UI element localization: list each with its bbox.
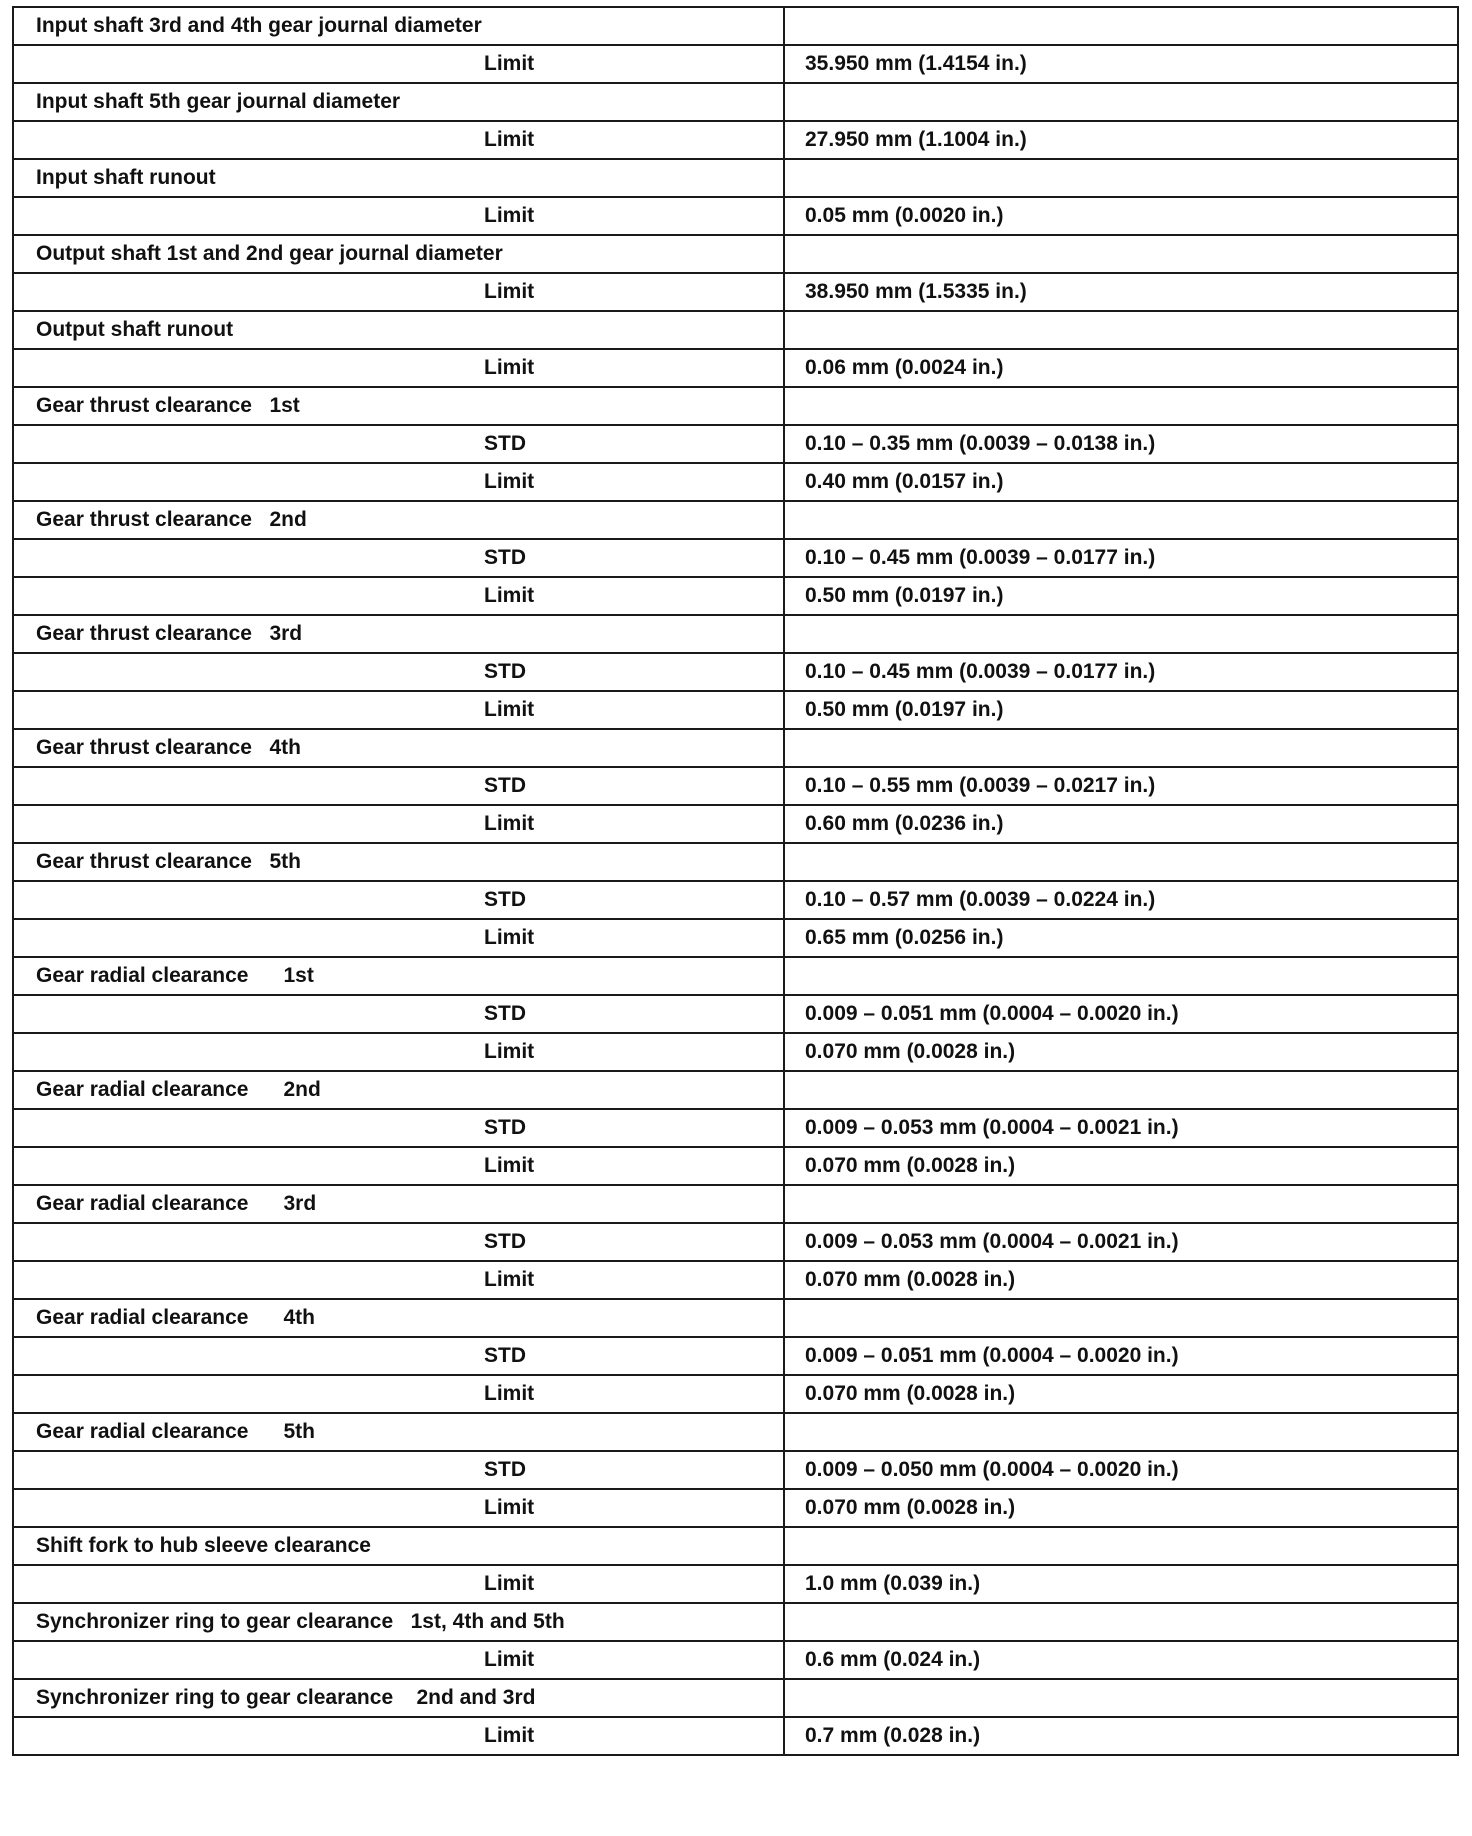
spec-sub-label: Limit: [13, 273, 784, 311]
spec-item-row: [13, 843, 1458, 881]
spec-value: 0.50 mm (0.0197 in.): [784, 691, 1458, 729]
spec-sub-label: Limit: [13, 1565, 784, 1603]
spec-value-row: [13, 539, 1458, 577]
spec-value-row: [13, 463, 1458, 501]
spec-item-label: Gear radial clearance 2nd: [13, 1071, 784, 1109]
spec-value-row: [13, 1109, 1458, 1147]
spec-item-empty-cell: [784, 501, 1458, 539]
spec-table-body: [13, 7, 1458, 1755]
spec-value-row: [13, 1033, 1458, 1071]
spec-item-label: Output shaft 1st and 2nd gear journal diameter: [13, 235, 784, 273]
spec-item-empty-cell: [784, 615, 1458, 653]
spec-value: 0.10 – 0.45 mm (0.0039 – 0.0177 in.): [784, 539, 1458, 577]
spec-item-empty-cell: [784, 1071, 1458, 1109]
spec-value-row: [13, 197, 1458, 235]
spec-item-row: [13, 7, 1458, 45]
spec-item-label: Output shaft runout: [13, 311, 784, 349]
spec-sub-label: Limit: [13, 121, 784, 159]
spec-item-empty-cell: [784, 1527, 1458, 1565]
spec-item-empty-cell: [784, 957, 1458, 995]
spec-item-label: Gear radial clearance 5th: [13, 1413, 784, 1451]
spec-item-row: [13, 501, 1458, 539]
spec-value-row: [13, 1337, 1458, 1375]
spec-value-row: [13, 273, 1458, 311]
spec-sub-label: STD: [13, 425, 784, 463]
spec-item-empty-cell: [784, 1299, 1458, 1337]
spec-value: 0.50 mm (0.0197 in.): [784, 577, 1458, 615]
spec-value: 0.65 mm (0.0256 in.): [784, 919, 1458, 957]
spec-sub-label: Limit: [13, 577, 784, 615]
spec-sub-label: Limit: [13, 349, 784, 387]
spec-sub-label: Limit: [13, 45, 784, 83]
spec-item-label: Gear thrust clearance 3rd: [13, 615, 784, 653]
spec-value-row: [13, 349, 1458, 387]
spec-item-row: [13, 1679, 1458, 1717]
spec-value-row: [13, 995, 1458, 1033]
spec-sub-label: STD: [13, 767, 784, 805]
spec-item-row: [13, 957, 1458, 995]
spec-item-empty-cell: [784, 843, 1458, 881]
spec-item-empty-cell: [784, 1603, 1458, 1641]
spec-sub-label: STD: [13, 881, 784, 919]
spec-sub-label: STD: [13, 1109, 784, 1147]
spec-value-row: [13, 767, 1458, 805]
spec-value-row: [13, 1223, 1458, 1261]
spec-sub-label: Limit: [13, 691, 784, 729]
spec-value-row: [13, 1451, 1458, 1489]
spec-value: 1.0 mm (0.039 in.): [784, 1565, 1458, 1603]
spec-sub-label: Limit: [13, 1261, 784, 1299]
spec-item-empty-cell: [784, 159, 1458, 197]
spec-sub-label: Limit: [13, 919, 784, 957]
spec-sub-label: STD: [13, 1337, 784, 1375]
spec-item-label: Input shaft runout: [13, 159, 784, 197]
spec-value: 0.10 – 0.55 mm (0.0039 – 0.0217 in.): [784, 767, 1458, 805]
spec-item-label: Gear radial clearance 3rd: [13, 1185, 784, 1223]
spec-item-row: [13, 159, 1458, 197]
spec-sub-label: Limit: [13, 463, 784, 501]
spec-value-row: [13, 691, 1458, 729]
spec-sub-label: Limit: [13, 197, 784, 235]
spec-value-row: [13, 121, 1458, 159]
spec-sub-label: STD: [13, 653, 784, 691]
spec-item-label: Gear thrust clearance 2nd: [13, 501, 784, 539]
spec-value-row: [13, 805, 1458, 843]
spec-value: 0.06 mm (0.0024 in.): [784, 349, 1458, 387]
spec-item-row: [13, 1185, 1458, 1223]
spec-value-row: [13, 1489, 1458, 1527]
spec-value-row: [13, 1641, 1458, 1679]
spec-value: 0.009 – 0.053 mm (0.0004 – 0.0021 in.): [784, 1109, 1458, 1147]
spec-item-label: Gear thrust clearance 1st: [13, 387, 784, 425]
spec-value: 27.950 mm (1.1004 in.): [784, 121, 1458, 159]
spec-value: 0.009 – 0.051 mm (0.0004 – 0.0020 in.): [784, 995, 1458, 1033]
spec-item-row: [13, 1071, 1458, 1109]
spec-value: 0.009 – 0.051 mm (0.0004 – 0.0020 in.): [784, 1337, 1458, 1375]
spec-item-label: Synchronizer ring to gear clearance 1st, 4th and 5th: [13, 1603, 784, 1641]
spec-item-row: [13, 1299, 1458, 1337]
spec-value-row: [13, 1717, 1458, 1755]
spec-value: 0.070 mm (0.0028 in.): [784, 1033, 1458, 1071]
spec-item-label: Input shaft 3rd and 4th gear journal diameter: [13, 7, 784, 45]
spec-sub-label: Limit: [13, 1489, 784, 1527]
spec-value-row: [13, 425, 1458, 463]
spec-item-empty-cell: [784, 1185, 1458, 1223]
spec-value: 0.070 mm (0.0028 in.): [784, 1147, 1458, 1185]
spec-item-empty-cell: [784, 235, 1458, 273]
spec-item-label: Shift fork to hub sleeve clearance: [13, 1527, 784, 1565]
spec-value: 0.6 mm (0.024 in.): [784, 1641, 1458, 1679]
spec-sub-label: Limit: [13, 1641, 784, 1679]
spec-item-empty-cell: [784, 311, 1458, 349]
spec-value: 0.05 mm (0.0020 in.): [784, 197, 1458, 235]
spec-value: 0.10 – 0.45 mm (0.0039 – 0.0177 in.): [784, 653, 1458, 691]
spec-value: 0.009 – 0.053 mm (0.0004 – 0.0021 in.): [784, 1223, 1458, 1261]
spec-value: 0.60 mm (0.0236 in.): [784, 805, 1458, 843]
spec-value: 0.070 mm (0.0028 in.): [784, 1375, 1458, 1413]
spec-value: 0.009 – 0.050 mm (0.0004 – 0.0020 in.): [784, 1451, 1458, 1489]
spec-item-empty-cell: [784, 1413, 1458, 1451]
spec-value-row: [13, 1261, 1458, 1299]
spec-value: 35.950 mm (1.4154 in.): [784, 45, 1458, 83]
spec-sub-label: Limit: [13, 1033, 784, 1071]
spec-value: 0.7 mm (0.028 in.): [784, 1717, 1458, 1755]
spec-item-label: Synchronizer ring to gear clearance 2nd and 3rd: [13, 1679, 784, 1717]
spec-item-row: [13, 311, 1458, 349]
spec-item-row: [13, 235, 1458, 273]
spec-value: 0.070 mm (0.0028 in.): [784, 1261, 1458, 1299]
spec-value-row: [13, 1375, 1458, 1413]
spec-item-empty-cell: [784, 7, 1458, 45]
spec-value-row: [13, 1565, 1458, 1603]
spec-item-row: [13, 1603, 1458, 1641]
spec-item-label: Gear radial clearance 1st: [13, 957, 784, 995]
spec-value-row: [13, 881, 1458, 919]
spec-sub-label: Limit: [13, 1147, 784, 1185]
spec-sub-label: STD: [13, 1451, 784, 1489]
spec-item-row: [13, 1527, 1458, 1565]
spec-table: [12, 6, 1459, 1756]
spec-item-row: [13, 729, 1458, 767]
spec-item-row: [13, 83, 1458, 121]
spec-item-empty-cell: [784, 83, 1458, 121]
spec-item-empty-cell: [784, 387, 1458, 425]
spec-value-row: [13, 1147, 1458, 1185]
spec-item-label: Input shaft 5th gear journal diameter: [13, 83, 784, 121]
spec-sub-label: STD: [13, 1223, 784, 1261]
spec-value-row: [13, 577, 1458, 615]
spec-sub-label: Limit: [13, 1375, 784, 1413]
spec-value: 0.10 – 0.57 mm (0.0039 – 0.0224 in.): [784, 881, 1458, 919]
spec-value: 38.950 mm (1.5335 in.): [784, 273, 1458, 311]
spec-sub-label: Limit: [13, 1717, 784, 1755]
spec-item-row: [13, 1413, 1458, 1451]
spec-item-label: Gear thrust clearance 4th: [13, 729, 784, 767]
spec-item-row: [13, 387, 1458, 425]
spec-value-row: [13, 45, 1458, 83]
spec-sub-label: STD: [13, 995, 784, 1033]
spec-value-row: [13, 919, 1458, 957]
spec-item-empty-cell: [784, 729, 1458, 767]
spec-value: 0.070 mm (0.0028 in.): [784, 1489, 1458, 1527]
spec-item-empty-cell: [784, 1679, 1458, 1717]
spec-value: 0.10 – 0.35 mm (0.0039 – 0.0138 in.): [784, 425, 1458, 463]
spec-value: 0.40 mm (0.0157 in.): [784, 463, 1458, 501]
spec-item-label: Gear radial clearance 4th: [13, 1299, 784, 1337]
spec-item-row: [13, 615, 1458, 653]
spec-item-label: Gear thrust clearance 5th: [13, 843, 784, 881]
spec-sub-label: STD: [13, 539, 784, 577]
spec-value-row: [13, 653, 1458, 691]
spec-sub-label: Limit: [13, 805, 784, 843]
